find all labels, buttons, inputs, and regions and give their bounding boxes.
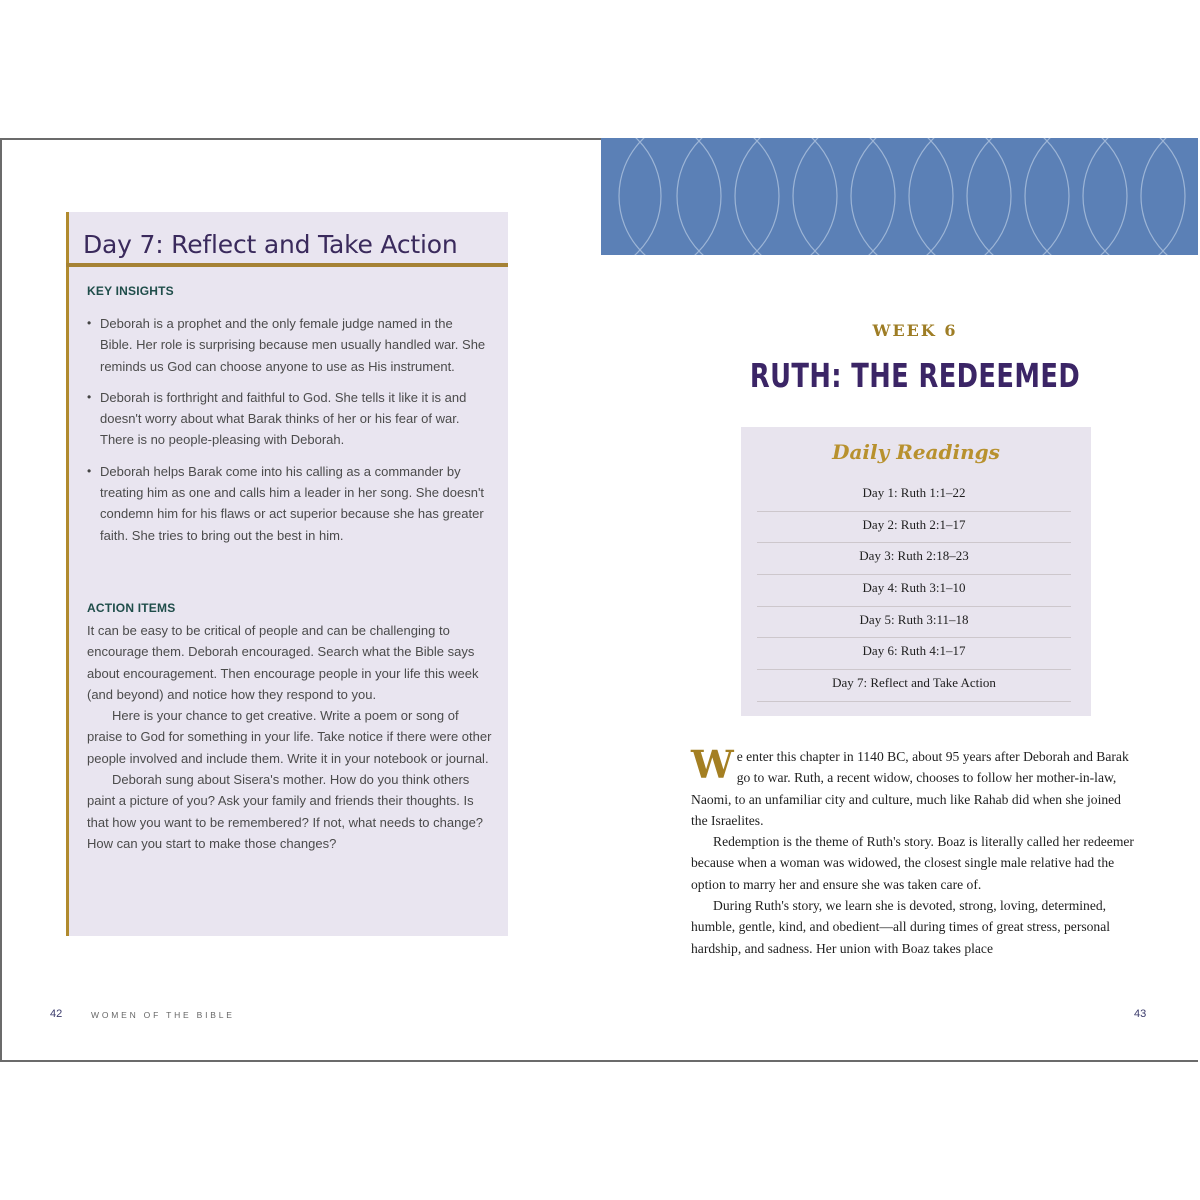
reading-item: Day 2: Ruth 2:1–17 (757, 512, 1071, 544)
action-paragraph: Here is your chance to get creative. Write a poem or song of praise to God for something in your life. Take notice if there were other people involved and include them. Write it in your notebook or journal. (87, 708, 492, 766)
chapter-title: RUTH: THE REDEEMED (749, 356, 1081, 395)
insight-item: • Deborah is forthright and faithful to God. She tells it like it is and doesn't worry about what Barak thinks of her or his fear of war. There is no people-pleasing with Deborah. (87, 387, 487, 451)
running-footer-title: WOMEN OF THE BIBLE (91, 1010, 235, 1020)
page-number-right: 43 (1134, 1008, 1147, 1020)
key-insights-list (87, 313, 487, 556)
body-paragraph: Redemption is the theme of Ruth's story. Boaz is literally called her redeemer because when a woman was widowed, the closest single male relative had the option to marry her and ensure she was taken care of. (691, 834, 1134, 892)
week-label: WEEK 6 (872, 321, 958, 340)
reading-item: Day 6: Ruth 4:1–17 (757, 638, 1071, 670)
body-paragraph: During Ruth's story, we learn she is devoted, strong, loving, determined, humble, gentle, kind, and obedient—all during times of great stress, personal hardship, and sadness. Her union with Boaz takes place (691, 898, 1111, 956)
gold-left-rule (66, 212, 69, 936)
action-items-text (87, 620, 492, 854)
page-number-left: 42 (50, 1008, 63, 1020)
reading-item: Day 3: Ruth 2:18–23 (757, 543, 1071, 575)
circle-pattern-icon (601, 138, 1198, 255)
reading-item: Day 1: Ruth 1:1–22 (757, 480, 1071, 512)
action-paragraph: Deborah sung about Sisera's mother. How do you think others paint a picture of you? Ask your family and friends their thoughts. Is that how you want to be remembered? If not, what needs to change? How can you start to make those changes? (87, 772, 484, 851)
chapter-body (691, 742, 1136, 959)
reading-item: Day 4: Ruth 3:1–10 (757, 575, 1071, 607)
reflect-action-box (66, 212, 508, 936)
action-items-heading: ACTION ITEMS (87, 601, 176, 615)
insight-item: • Deborah is a prophet and the only female judge named in the Bible. Her role is surprising because men usually handled war. She reminds us God can choose anyone to use as His instrument. (87, 313, 487, 377)
daily-readings-list (757, 480, 1071, 702)
drop-cap: W (691, 742, 734, 787)
daily-readings-title: Daily Readings (832, 440, 1000, 464)
body-paragraph: We enter this chapter in 1140 BC, about 95 years after Deborah and Barak go to war. Ruth, a recent widow, chooses to follow her mother-in-law, Naomi, to an unfamiliar city and culture, much like Rahab did when she joined the Israelites. (691, 742, 1129, 828)
reading-item: Day 7: Reflect and Take Action (757, 670, 1071, 702)
box-title: Day 7: Reflect and Take Action (83, 230, 458, 259)
insight-item: • Deborah helps Barak come into his calling as a commander by treating him as one and calls him a leader in her song. She doesn't condemn him for his flaws or act superior because she has greater faith. She tries to bring out the best in him. (87, 461, 487, 546)
key-insights-heading: KEY INSIGHTS (87, 284, 174, 298)
decorative-banner (601, 138, 1198, 255)
reading-item: Day 5: Ruth 3:11–18 (757, 607, 1071, 639)
gold-title-rule (66, 263, 508, 267)
action-paragraph: It can be easy to be critical of people and can be challenging to encourage them. Deborah encouraged. Search what the Bible says about encouragement. Then encourage people in your life this week (and beyond) and notice how they respond to you. (87, 623, 479, 702)
